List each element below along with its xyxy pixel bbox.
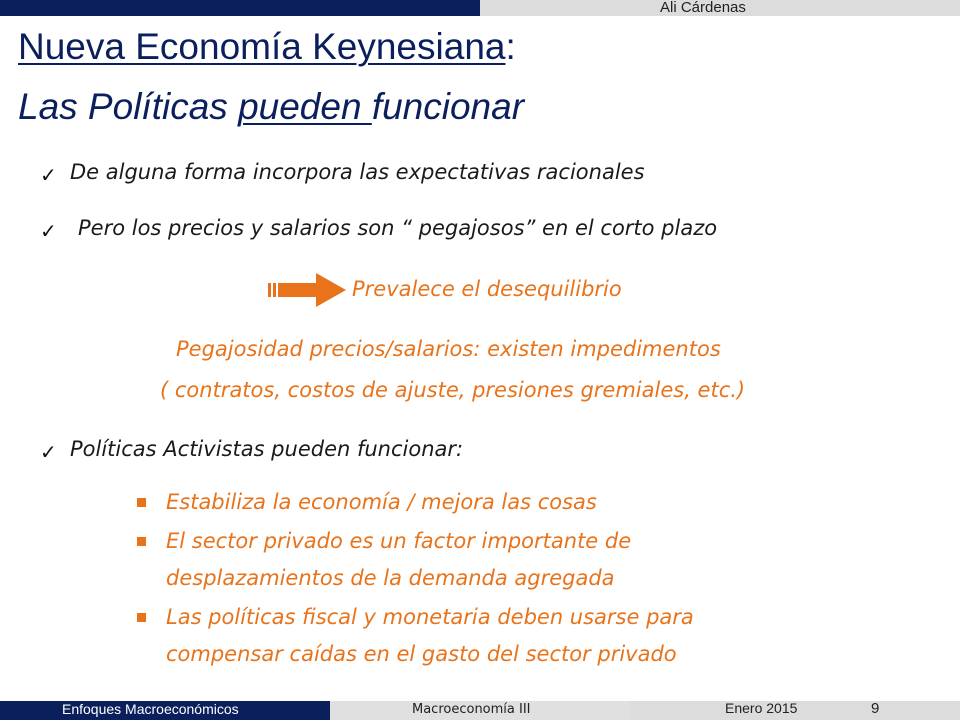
footer-course-name: Macroeconomía III	[412, 702, 531, 717]
bullet-2-text: Pero los precios y salarios son “ pegajosos” en el corto plazo	[78, 216, 718, 240]
footer-section-title: Enfoques Macroeconómicos	[62, 701, 239, 717]
slide-title-line2	[18, 86, 524, 128]
subbullet-1-text: Estabiliza la economía / mejora las cosas	[166, 490, 597, 514]
subbullet-3-line2: compensar caídas en el gasto del sector privado	[166, 642, 677, 666]
title-colon: :	[505, 26, 516, 67]
checkmark-icon: ✓	[40, 219, 57, 243]
note-line-2: ( contratos, costos de ajuste, presiones gremiales, etc.)	[160, 378, 746, 402]
title-sub-underlined: pueden	[238, 86, 372, 127]
title-sub-text-2: funcionar	[371, 86, 525, 127]
subbullet-3-line1: Las políticas fiscal y monetaria deben usarse para	[166, 605, 694, 629]
square-bullet-icon	[137, 613, 146, 622]
checkmark-icon: ✓	[40, 440, 57, 464]
right-arrow-icon	[268, 272, 348, 308]
bullet-3-text: Políticas Activistas pueden funcionar:	[70, 437, 464, 461]
square-bullet-icon	[137, 498, 146, 507]
bullet-1-text: De alguna forma incorpora las expectativas racionales	[70, 160, 645, 184]
footer-date: Enero 2015	[725, 700, 798, 716]
square-bullet-icon	[137, 537, 146, 546]
header-bar-left	[0, 0, 480, 16]
subbullet-2-line2: desplazamientos de la demanda agregada	[166, 566, 615, 590]
note-line-1: Pegajosidad precios/salarios: existen impedimentos	[176, 337, 721, 361]
arrow-result-text: Prevalece el desequilibrio	[352, 277, 622, 301]
author-name: Ali Cárdenas	[660, 0, 746, 16]
page-number: 9	[871, 700, 880, 717]
subbullet-2-line1: El sector privado es un factor importante de	[166, 529, 632, 553]
checkmark-icon: ✓	[40, 163, 57, 187]
slide-title-line1	[18, 26, 516, 68]
title-sub-text-1: Las Políticas	[18, 86, 239, 127]
title-main-text: Nueva Economía Keynesiana	[18, 26, 506, 67]
